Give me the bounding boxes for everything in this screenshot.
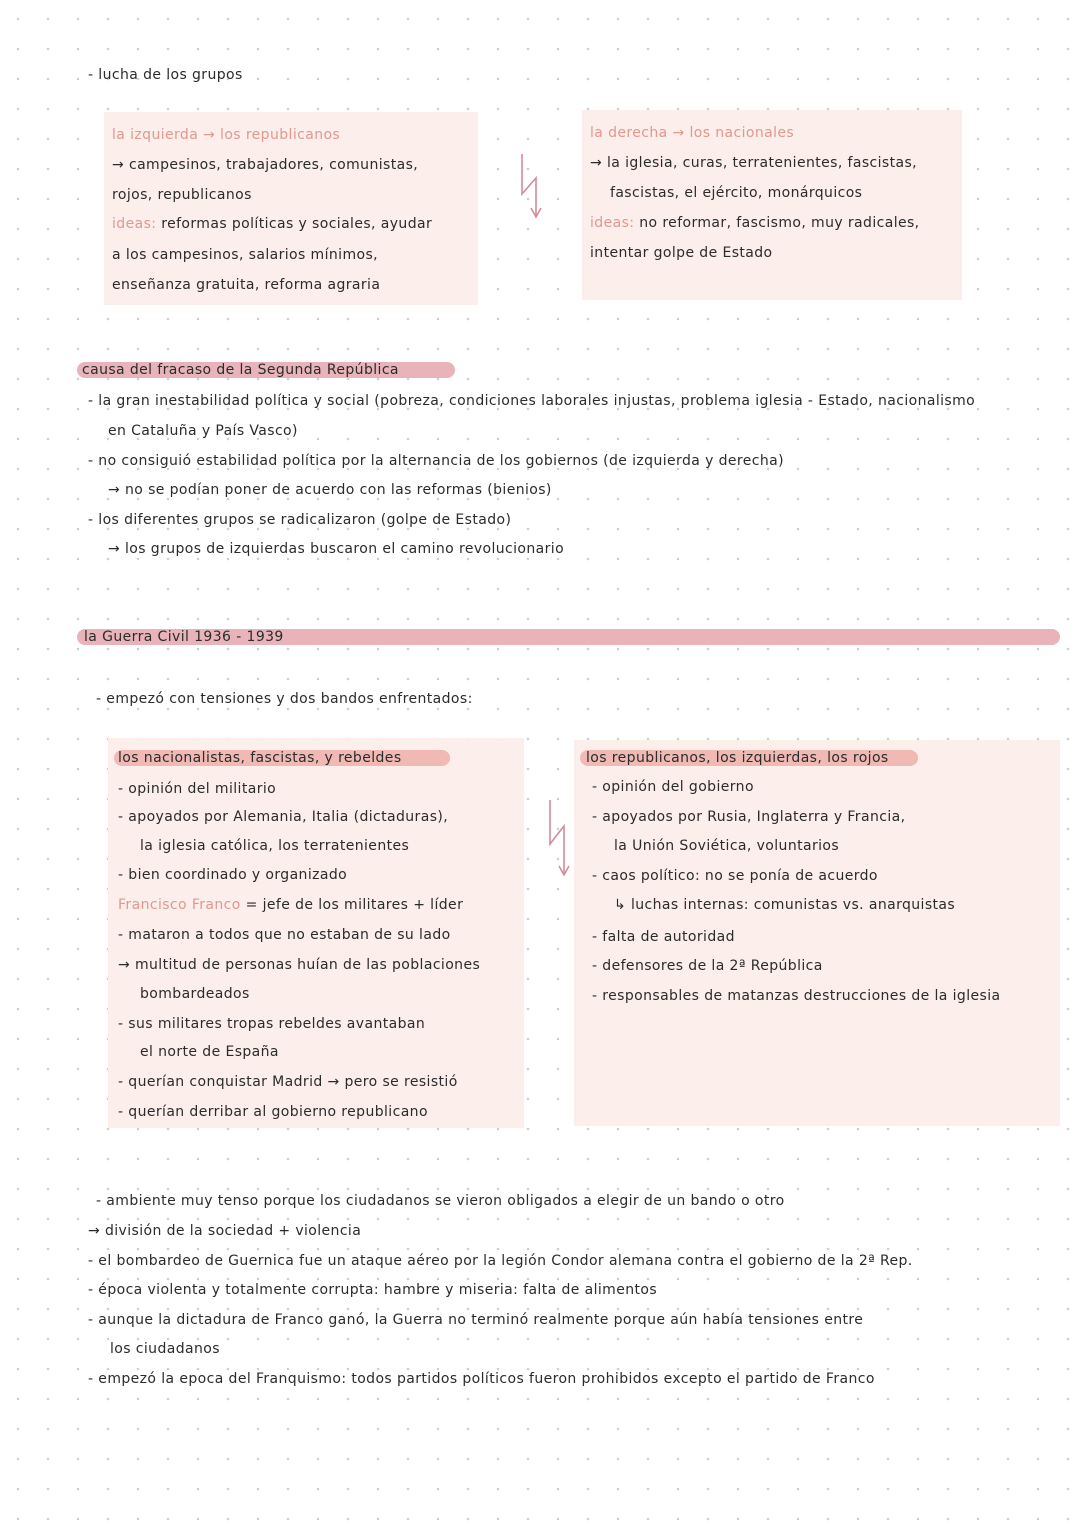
left-box-line: a los campesinos, salarios mínimos,	[112, 247, 378, 263]
right-box-line: ideas: no reformar, fascismo, muy radicales,	[590, 215, 920, 231]
left-box-line: - apoyados por Alemania, Italia (dictaduras),	[118, 809, 449, 825]
right-box-line: - responsables de matanzas destrucciones de la iglesia	[592, 988, 1001, 1004]
right-box-title: la derecha → los nacionales	[590, 125, 795, 141]
section-title-guerra-civil: la Guerra Civil 1936 - 1939	[84, 629, 284, 645]
right-box-line: - defensores de la 2ª República	[592, 958, 823, 974]
list-item: - el bombardeo de Guernica fue un ataque aéreo por la legión Condor alemana contra el gobierno de la 2ª Rep.	[88, 1253, 913, 1269]
left-box-line: → multitud de personas huían de las poblaciones	[118, 957, 481, 973]
left-box-line: Francisco Franco = jefe de los militares + líder	[118, 897, 464, 913]
left-box-line: ideas: reformas políticas y sociales, ayudar	[112, 216, 433, 232]
right-box-line: fascistas, el ejército, monárquicos	[610, 185, 863, 201]
section-intro: - empezó con tensiones y dos bandos enfrentados:	[96, 691, 473, 707]
list-item: - ambiente muy tenso porque los ciudadanos se vieron obligados a elegir de un bando o otro	[96, 1193, 785, 1209]
right-box-line: - opinión del gobierno	[592, 779, 754, 795]
right-box-title: los republicanos, los izquierdas, los rojos	[586, 750, 889, 766]
left-box-line: - mataron a todos que no estaban de su lado	[118, 927, 451, 943]
right-box-line: la Unión Soviética, voluntarios	[614, 838, 840, 854]
section-heading-lucha: - lucha de los grupos	[88, 67, 243, 83]
lightning-arrow-icon	[518, 150, 548, 222]
list-item: → los grupos de izquierdas buscaron el camino revolucionario	[108, 541, 565, 557]
left-box-line: - opinión del militario	[118, 781, 277, 797]
left-box-line: → campesinos, trabajadores, comunistas,	[112, 157, 419, 173]
left-box-line: enseñanza gratuita, reforma agraria	[112, 277, 381, 293]
lightning-arrow-icon	[546, 796, 576, 880]
left-box-line: - sus militares tropas rebeldes avantaban	[118, 1016, 426, 1032]
left-box-line: - querían conquistar Madrid → pero se resistió	[118, 1074, 458, 1090]
list-item: - la gran inestabilidad política y social (pobreza, condiciones laborales injustas, problema iglesia - Estado, nacionalismo	[88, 393, 976, 409]
left-box-line: la iglesia católica, los terratenientes	[140, 838, 410, 854]
list-item: → no se podían poner de acuerdo con las reformas (bienios)	[108, 482, 552, 498]
list-item: - no consiguió estabilidad política por la alternancia de los gobiernos (de izquierda y derecha)	[88, 453, 784, 469]
left-box-title: la izquierda → los republicanos	[112, 127, 341, 143]
list-item: - empezó la epoca del Franquismo: todos partidos políticos fueron prohibidos excepto el partido de Franco	[88, 1371, 875, 1387]
list-item: → división de la sociedad + violencia	[88, 1223, 362, 1239]
right-box-line: - falta de autoridad	[592, 929, 735, 945]
left-box-line: - bien coordinado y organizado	[118, 867, 348, 883]
right-box-line: ↳ luchas internas: comunistas vs. anarquistas	[614, 897, 956, 913]
left-box-line: - querían derribar al gobierno republicano	[118, 1104, 428, 1120]
left-box-line: rojos, republicanos	[112, 187, 252, 203]
right-box-line: - apoyados por Rusia, Inglaterra y Francia,	[592, 809, 906, 825]
list-item: los ciudadanos	[110, 1341, 220, 1357]
left-box-line: el norte de España	[140, 1044, 279, 1060]
right-box-line: → la iglesia, curas, terratenientes, fascistas,	[590, 155, 918, 171]
list-item: - época violenta y totalmente corrupta: hambre y miseria: falta de alimentos	[88, 1282, 658, 1298]
left-box-line: bombardeados	[140, 986, 250, 1002]
right-box-line: intentar golpe de Estado	[590, 245, 773, 261]
right-box-line: - caos político: no se ponía de acuerdo	[592, 868, 878, 884]
list-item: - aunque la dictadura de Franco ganó, la Guerra no terminó realmente porque aún había tensiones entre	[88, 1312, 864, 1328]
list-item: en Cataluña y País Vasco)	[108, 423, 298, 439]
list-item: - los diferentes grupos se radicalizaron (golpe de Estado)	[88, 512, 512, 528]
franco-name: Francisco Franco	[118, 897, 241, 913]
left-box-title: los nacionalistas, fascistas, y rebeldes	[118, 750, 402, 766]
section-title-causa: causa del fracaso de la Segunda República	[82, 362, 399, 378]
